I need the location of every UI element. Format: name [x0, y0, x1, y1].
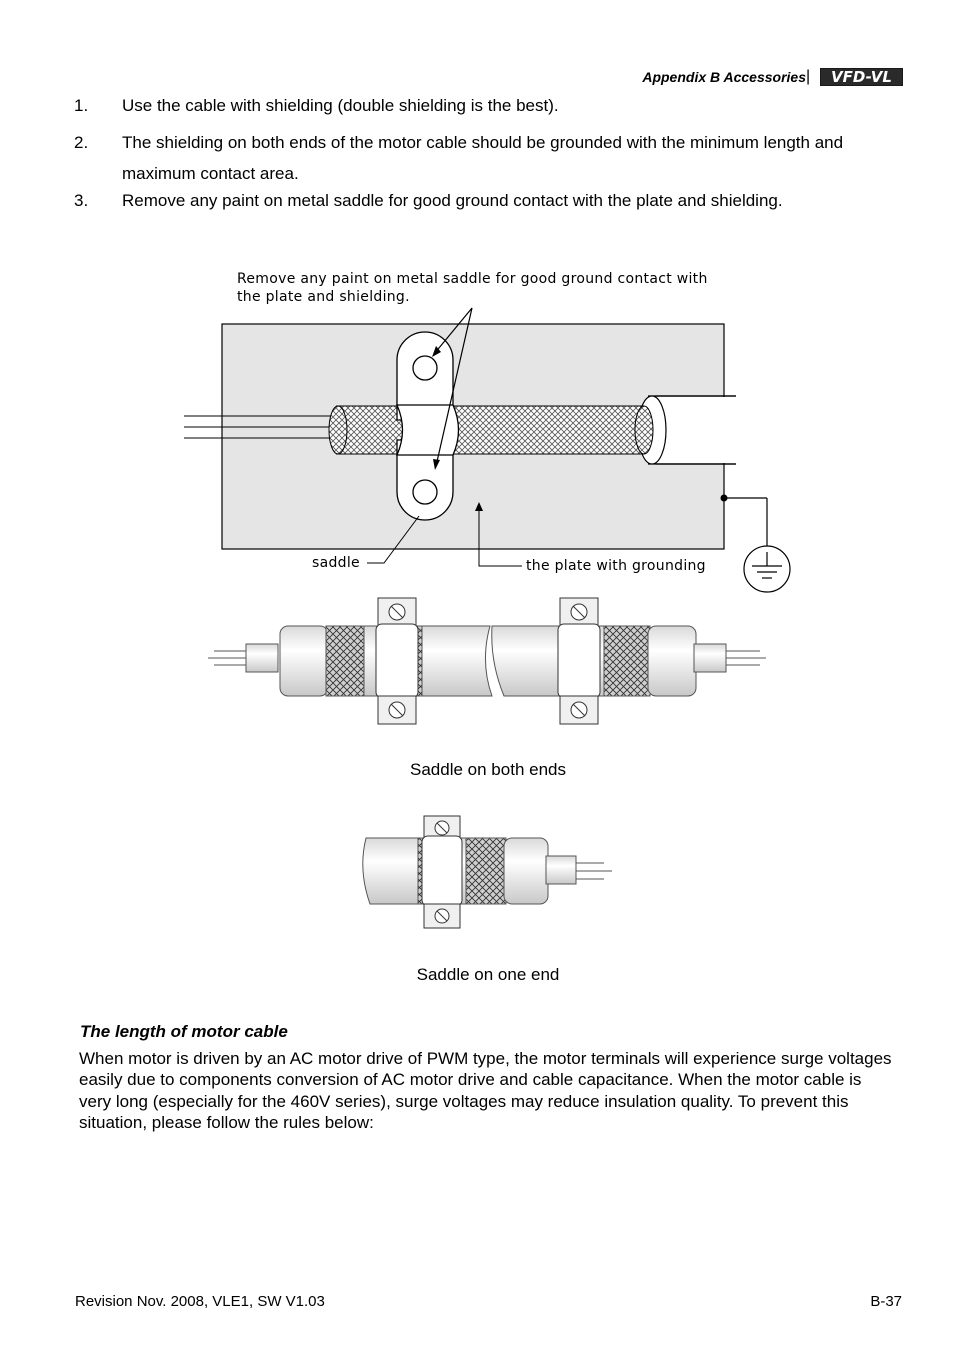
saddle-hole-bottom	[413, 480, 437, 504]
grounding-plate-diagram	[0, 0, 954, 600]
plate-label: the plate with grounding	[526, 558, 706, 574]
caption-both-ends: Saddle on both ends	[410, 760, 566, 779]
svg-text:VFD-VL: VFD-VL	[831, 68, 892, 86]
caption-one-end: Saddle on one end	[416, 965, 560, 984]
saddle-label: saddle	[312, 555, 360, 571]
annotation-line-2: the plate and shielding.	[237, 289, 410, 305]
annotation-line-1: Remove any paint on metal saddle for good ground contact with	[237, 271, 708, 287]
cable-shield	[336, 406, 644, 454]
header-section: Appendix B Accessories	[642, 69, 806, 85]
saddle-both-ends-illustration	[200, 592, 780, 732]
list-item: 2. The shielding on both ends of the motor cable should be grounded with the minimum length and maximum contact area.	[74, 133, 844, 183]
section-paragraph: When motor is driven by an AC motor drive of PWM type, the motor terminals will experience surge voltages easily due to components conversion of AC motor drive and cable capacitance. When the motor cable is very long (especially for the 460V series), surge voltages may reduce insulation quality. To prevent this situation, please follow the rules below:	[79, 1049, 892, 1132]
saddle-hole-top	[413, 356, 437, 380]
footer-page-number: B-37	[870, 1293, 902, 1310]
list-item: 1. Use the cable with shielding (double shielding is the best).	[74, 96, 559, 115]
list-item: 3. Remove any paint on metal saddle for good ground contact with the plate and shielding.	[74, 191, 783, 210]
section-title: The length of motor cable	[80, 1022, 288, 1041]
footer-revision: Revision Nov. 2008, VLE1, SW V1.03	[75, 1293, 325, 1310]
saddle-one-end-illustration	[360, 814, 620, 932]
header-separator: |	[806, 68, 811, 85]
